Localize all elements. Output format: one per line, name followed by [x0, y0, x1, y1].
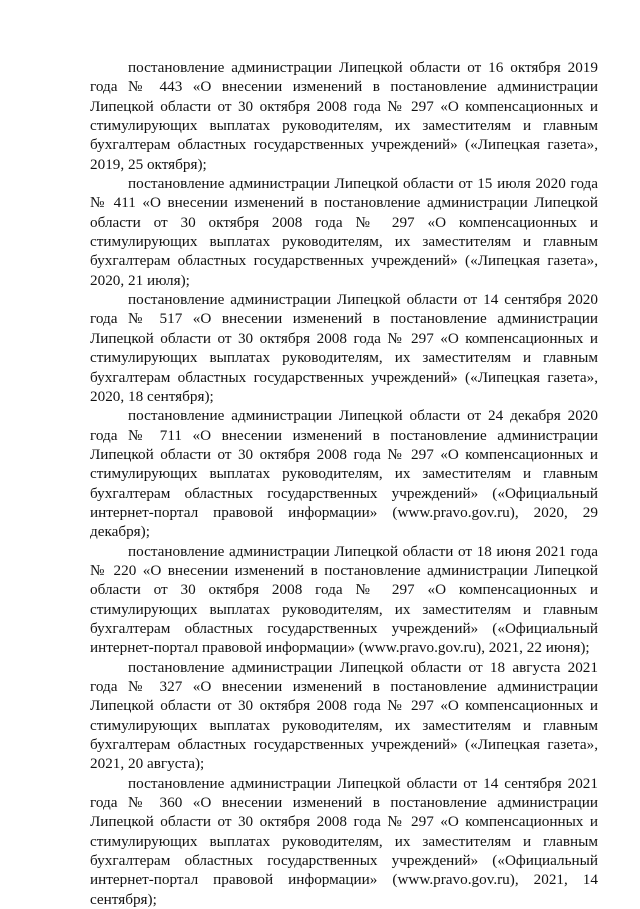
paragraph-resolution-360: постановление администрации Липецкой области от 14 сентября 2021 года № 360 «О внесении изменений в постановление администрации Липецкой области от 30 октября 2008 года № 297 «О компенсационных и стимулирующих выплатах руководителям, их заместителям и главным бухгалтерам областных государственных учреждений» («Официальный интернет-портал правовой информации» (www.pravo.gov.ru), 2021, 14 сентября);: [90, 774, 598, 908]
paragraph-resolution-443: постановление администрации Липецкой области от 16 октября 2019 года № 443 «О внесении изменений в постановление администрации Липецкой области от 30 октября 2008 года № 297 «О компенсационных и стимулирующих выплатах руководителям, их заместителям и главным бухгалтерам областных государственных учреждений» («Липецкая газета», 2019, 25 октября);: [90, 59, 598, 173]
paragraph-resolution-711: постановление администрации Липецкой области от 24 декабря 2020 года № 711 «О внесении изменений в постановление администрации Липецкой области от 30 октября 2008 года № 297 «О компенсационных и стимулирующих выплатах руководителям, их заместителям и главным бухгалтерам областных государственных учреждений» («Официальный интернет-портал правовой информации» (www.pravo.gov.ru), 2020, 29 декабря);: [90, 407, 598, 541]
document-page: [90, 58, 598, 909]
paragraph-resolution-517: постановление администрации Липецкой области от 14 сентября 2020 года № 517 «О внесении изменений в постановление администрации Липецкой области от 30 октября 2008 года № 297 «О компенсационных и стимулирующих выплатах руководителям, их заместителям и главным бухгалтерам областных государственных учреждений» («Липецкая газета», 2020, 18 сентября);: [90, 291, 598, 405]
paragraph-resolution-220: постановление администрации Липецкой области от 18 июня 2021 года № 220 «О внесении изменений в постановление администрации Липецкой области от 30 октября 2008 года № 297 «О компенсационных и стимулирующих выплатах руководителям, их заместителям и главным бухгалтерам областных государственных учреждений» («Официальный интернет-портал правовой информации» (www.pravo.gov.ru), 2021, 22 июня);: [90, 542, 598, 657]
paragraph-resolution-411: постановление администрации Липецкой области от 15 июля 2020 года № 411 «О внесении изменений в постановление администрации Липецкой области от 30 октября 2008 года № 297 «О компенсационных и стимулирующих выплатах руководителям, их заместителям и главным бухгалтерам областных государственных учреждений» («Липецкая газета», 2020, 21 июля);: [90, 175, 598, 289]
paragraph-resolution-327: постановление администрации Липецкой области от 18 августа 2021 года № 327 «О внесении изменений в постановление администрации Липецкой области от 30 октября 2008 года № 297 «О компенсационных и стимулирующих выплатах руководителям, их заместителям и главным бухгалтерам областных государственных учреждений» («Липецкая газета», 2021, 20 августа);: [90, 658, 598, 773]
